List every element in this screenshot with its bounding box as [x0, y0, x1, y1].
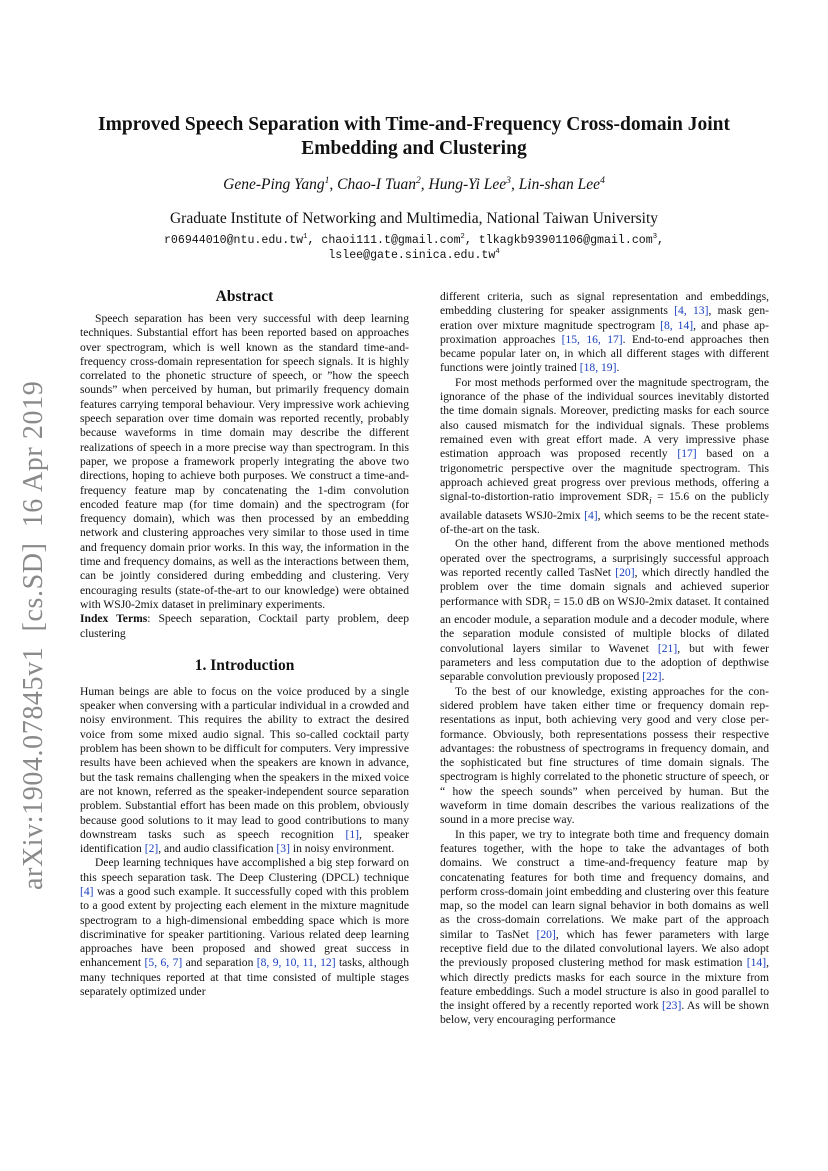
paragraph-text: dB on WSJ0-2mix dataset. It contained an encoder module, a separation module and a decoder module, where the separation module consisted of multiple blocks of dilated convolutional layers similar to Wavenet — [440, 594, 770, 655]
citation-link[interactable]: [20] — [536, 927, 556, 941]
paragraph-text: tasks, although many techniques reported at that time consisted of multiple stages separately optimized under — [80, 956, 409, 999]
email-mark: 3 — [652, 233, 658, 242]
author-mark: 4 — [600, 174, 605, 186]
math-value: = 15.6 — [651, 490, 690, 504]
paragraph-text: and separation — [182, 956, 257, 970]
math-subscript: i — [547, 599, 551, 611]
author-list: Gene-Ping Yang$^1$, Chao-I Tuan$^2$, Hung-Yi Lee$^3$, Lin-shan Lee$^4$ — [223, 174, 605, 193]
email-address[interactable]: tlkagkb93901106@gmail.com — [478, 234, 653, 247]
math-symbol: SDR — [626, 490, 650, 504]
email-list: $r06944010@ntu.edu.tw^1$, chaoi111.t@gmail.com$^2$, tlkagkb93901106@gmail.com$^3$, $lslee@gate.sinica.edu.tw^4$ — [163, 233, 665, 262]
paragraph-text: For most methods performed over the magnitude spectrogram, the ignorance of the phase of the individual sources inevitably distorted the time domain signals. Moreover, predicting masks for each source also caused mismatch for the individual signals. These problems remained even with great effort made. A very impressive phase estimation approach was proposed recently — [440, 375, 769, 461]
index-terms-text: : Speech separation, Cocktail party problem, deep clustering — [80, 612, 409, 640]
email-mark: 2 — [460, 233, 465, 242]
math-sdr — [525, 594, 584, 611]
citation-link[interactable]: [18, 19] — [579, 361, 617, 375]
math-value: = 15.0 — [550, 594, 584, 608]
author-name: Chao-I Tuan — [337, 176, 416, 193]
paragraph-text: based on a trigonometric perspective over the magnitude spectrogram. This approach achieved great progress over previous methods, offering a signal-to-distortion-ratio improvement — [440, 447, 769, 504]
paragraph-text: , and audio classification — [158, 842, 277, 856]
intro-paragraph — [80, 856, 409, 999]
paragraph-text: . — [616, 361, 620, 375]
math-sdr — [626, 490, 690, 507]
citation-link[interactable]: [2] — [144, 842, 159, 856]
author-mark: 3 — [506, 174, 511, 186]
paragraph-text: on the publicly available datasets WSJ0-2mix — [440, 490, 769, 522]
citation-link[interactable]: [14] — [746, 956, 767, 970]
email-address[interactable]: r06944010@ntu.edu.tw — [163, 234, 304, 247]
paragraph-text: different criteria, such as signal representation and embeddings, embedding clustering for speaker assignments — [440, 290, 769, 318]
citation-link[interactable]: [4] — [584, 508, 598, 522]
left-column — [80, 287, 409, 999]
affiliation: Graduate Institute of Networking and Multimedia, National Taiwan University — [169, 210, 659, 227]
citation-link[interactable]: [22] — [642, 670, 662, 684]
citation-link[interactable]: [8, 14] — [660, 318, 694, 332]
math-subscript: i — [649, 495, 652, 507]
paragraph-text: , speaker identification — [80, 827, 410, 856]
index-terms-label: Index Terms — [80, 612, 148, 626]
paragraph-text: was a good such example. It successfully coped with this problem to a good extent by projecting each element in the mixture magnitude spectrogram to a high-dimensional embedding space which is more discriminative for speaker partitioning. Various related deep learning approaches have been proposed and showed great success in enhancement — [80, 884, 409, 970]
paragraph-text: in noisy environment. — [289, 842, 395, 856]
author-name: Gene-Ping Yang — [223, 176, 325, 193]
paragraph-text: , and phase approximation approaches — [440, 318, 769, 346]
paragraph-text: , which directly predicts masks for each source in the mixture from feature embeddings. Such a model structure is also in good parallel to the insight offered by a recently reported work — [440, 956, 769, 1013]
math-symbol: SDR — [525, 594, 548, 608]
paragraph-text: , which has fewer parameters with large receptive field due to the dilated convolutional layers. We also adopt the previously proposed clustering method for mask estimation — [440, 927, 770, 970]
citation-link[interactable]: [8, 9, 10, 11, 12] — [256, 956, 336, 970]
paper-title: Improved Speech Separation with Time-and-Frequency Cross-domain Joint Embedding and Clustering — [98, 114, 730, 159]
paragraph-text: . As will be shown below, very encouraging performance — [440, 999, 769, 1027]
citation-link[interactable]: [4, 13] — [674, 304, 709, 318]
citation-link[interactable]: [21] — [657, 641, 678, 655]
author-mark: 1 — [324, 174, 330, 186]
citation-link[interactable]: [20] — [615, 565, 635, 579]
paragraph-text: , which seems to be the recent state-of-the-art on the task. — [440, 508, 770, 537]
author-mark: 2 — [415, 174, 421, 186]
arxiv-identifier[interactable]: arXiv:1904.07845v1 [cs.SD] 16 Apr 2019 — [18, 380, 49, 890]
body-paragraph — [440, 828, 769, 1028]
abstract-text: Speech separation has been very successful with deep learning techniques. Substantial effort has been reported based on approaches over spectrogram, which is well known as the standard time-and-frequency cross-domain representation for speech signals. It is highly correlated to the phonetic structure of speech, or ”how the speech sounds” when perceived by human, but primarily frequency domain features carrying temporal behaviour. Very impressive work achieving speech separation over time domain was reported recently, probably because waveforms in time domain may describe the different realizations of speech in a more precise way than spectrogram. In this paper, we propose a framework properly integrating the above two directions, hoping to achieve both purposes. We construct a time-and-frequency feature map by concatenating the 1-dim convolution encoded feature map (for time domain) and the spectrogram (for frequency domain), which was then processed by an embedding network and clustering approaches very similar to those used in time and frequency domain prior works. In this way, the information in the time and frequency domains, as well as the interactions between them, can be jointly considered during embedding and clustering. Very encouraging results (state-of-the-art to our knowledge) were obtained with WSJ0-2mix dataset in preliminary experiments. — [80, 312, 409, 611]
citation-link[interactable]: [5, 6, 7] — [144, 956, 183, 970]
author-name: Lin-shan Lee — [518, 176, 601, 193]
index-terms — [80, 612, 409, 641]
abstract-heading: Abstract — [215, 288, 274, 305]
section-heading-introduction: 1. Introduction — [194, 656, 295, 674]
body-paragraph — [440, 290, 769, 376]
paragraph-text: . — [661, 670, 665, 684]
citation-link[interactable]: [15, 16, 17] — [561, 332, 623, 346]
arxiv-sidebar-stamp — [12, 270, 50, 890]
email-mark: 4 — [495, 248, 500, 257]
intro-paragraph — [80, 685, 409, 857]
body-paragraph — [440, 376, 769, 538]
right-column — [440, 290, 769, 1028]
author-name: Hung-Yi Lee — [428, 176, 507, 193]
citation-link[interactable]: [1] — [345, 827, 359, 841]
citation-link[interactable]: [17] — [677, 447, 697, 461]
body-paragraph: To the best of our knowledge, existing approaches for the considered problem have taken either time or frequency domain representations as input, both achieving very good and very close performance. Obviously, both representations possess their respective advantages: the robustness of spectrograms in frequency domain, and the sophisticated but fine structures of time domain signals. The spectrogram is highly correlated to the phonetic structure of speech, or “ how the speech sounds” when perceived by human. But the waveform in time domain describes the various realizations of the sound in a more precise way. — [440, 684, 769, 827]
paragraph-text: In this paper, we try to integrate both time and frequency domain features together, with the hope to take the advantages of both domains. We construct a time-and-frequency feature map by concatenating features for both time and frequency domains, and perform cross-domain joint embedding and clustering over this feature map, so the model can learn signal behavior in both domains as well as the cross-domain correlations. We make part of the approach similar to TasNet — [440, 827, 769, 941]
paragraph-text: On the other hand, different from the above mentioned methods operated over the spectrograms, a surprisingly successful approach was reported recently called TasNet — [440, 537, 769, 579]
paragraph-text: Human beings are able to focus on the voice produced by a single speaker when conversing with a particular individual in a crowded and noisy environment. This requires the ability to extract the desired voice from some mixed audio signal. This so-called cocktail party problem has been shown to be difficult for computers. Very impressive results have been achieved when the speakers are known in advance, but the task remains challenging when the speakers in the mixed voice are not known, referred as the speaker-independent source separation problem. Substantial effort has been made on this problem, obviously because good solutions to it may lead to good contributions to many downstream tasks such as speech recognition — [80, 684, 409, 841]
email-address[interactable]: chaoi111.t@gmail.com — [321, 234, 461, 247]
paragraph-text: , mask generation over mixture magnitude spectrogram — [440, 304, 769, 332]
citation-link[interactable]: [4] — [80, 884, 94, 898]
paragraph-text: , which directly handled the problem over the time domain signals and achieved superior performance with — [440, 565, 769, 608]
body-paragraph — [440, 537, 769, 684]
email-mark: 1 — [303, 233, 308, 242]
citation-link[interactable]: [23] — [662, 999, 682, 1013]
email-address[interactable]: lslee@gate.sinica.edu.tw — [328, 249, 496, 262]
paragraph-text: , but with fewer parameters and less computation due to the adoption of depthwise separable convolution previously proposed — [440, 641, 769, 684]
citation-link[interactable]: [3] — [276, 842, 290, 856]
paragraph-text: Deep learning techniques have accomplished a big step forward on this speech separation task. The Deep Clustering (DPCL) technique — [80, 856, 409, 884]
paragraph-text: . End-to-end approaches then became popular later on, in which all different stages with different functions were jointly trained — [440, 332, 769, 375]
